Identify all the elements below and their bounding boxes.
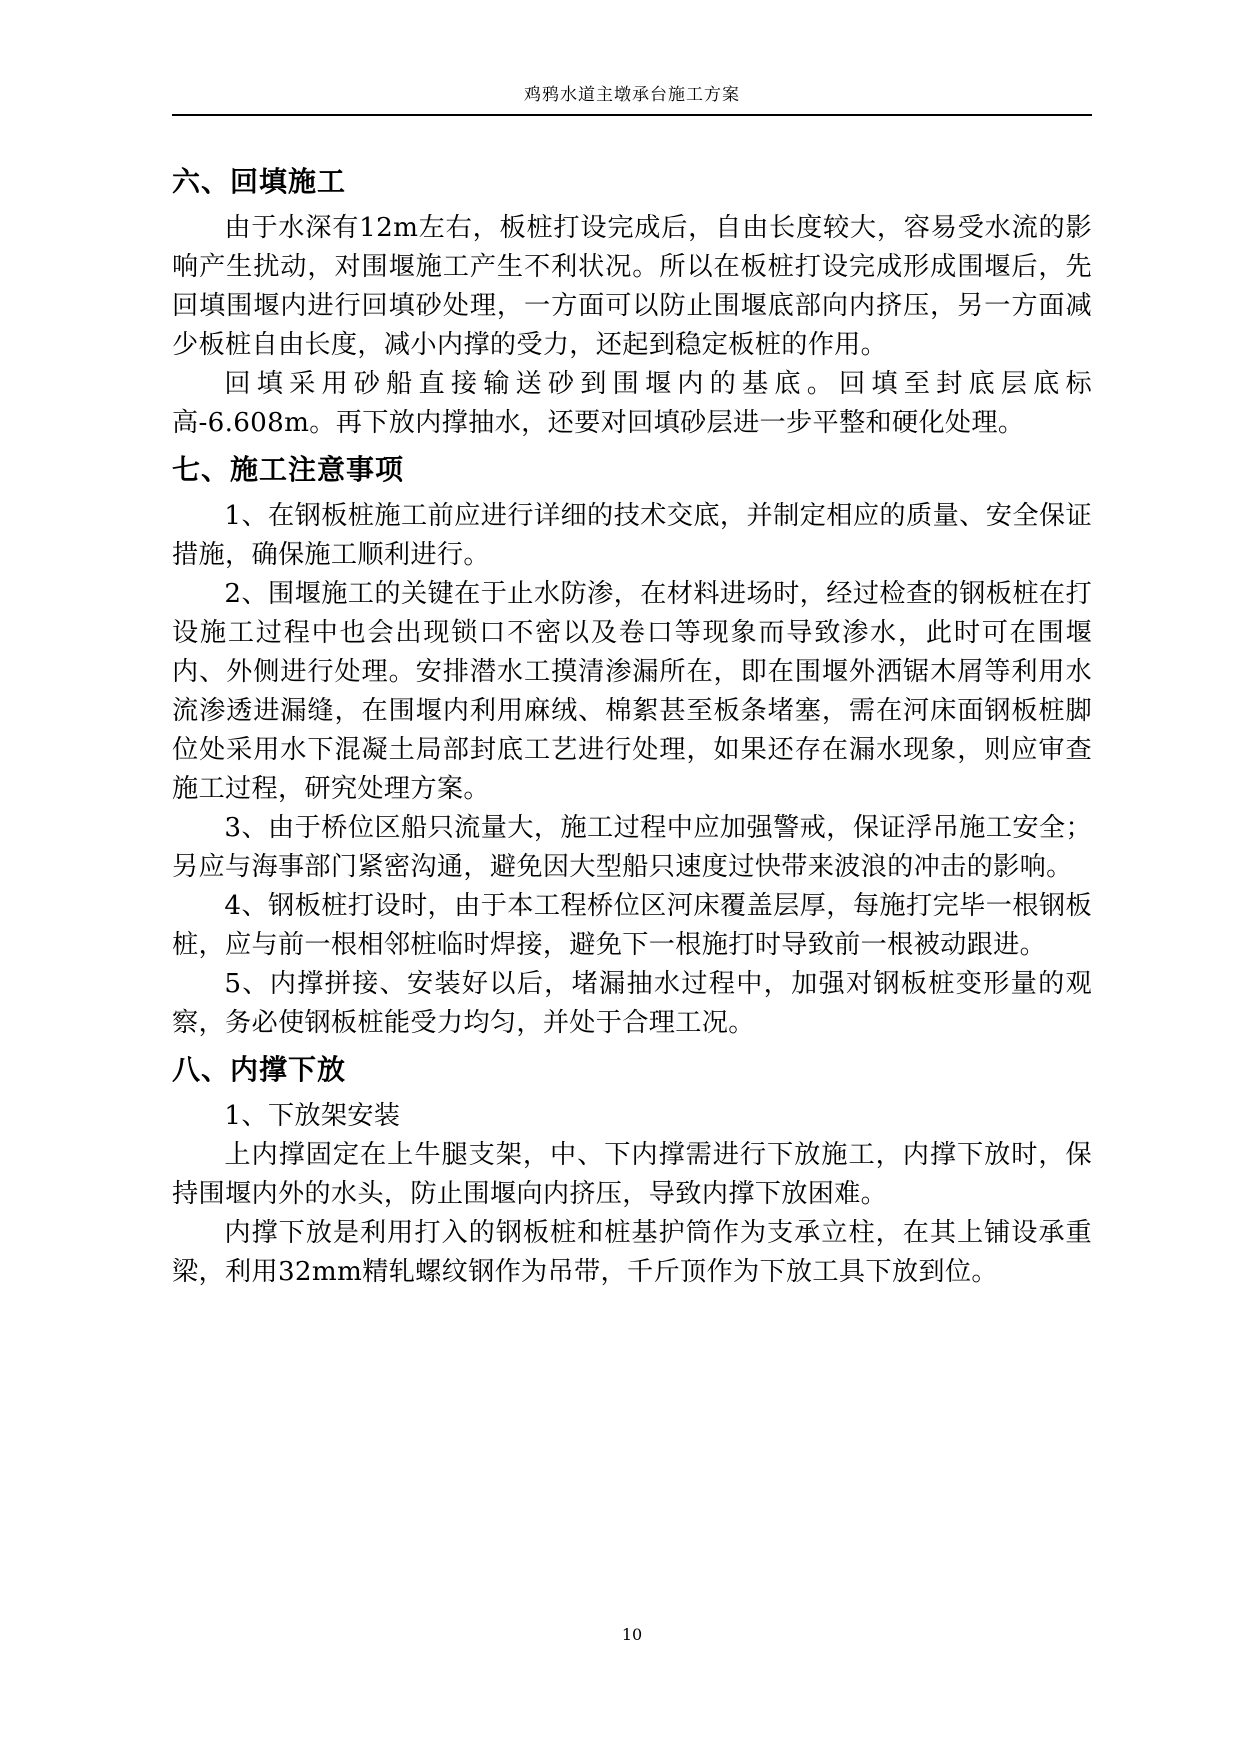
header-divider [172, 114, 1092, 116]
section-7-item-4: 4、钢板桩打设时，由于本工程桥位区河床覆盖层厚，每施打完毕一根钢板桩，应与前一根相邻桩临时焊接，避免下一根施打时导致前一根被动跟进。 [172, 891, 1092, 960]
section-7-item-5: 5、内撑拼接、安装好以后，堵漏抽水过程中，加强对钢板桩变形量的观察，务必使钢板桩能受力均匀，并处于合理工况。 [172, 969, 1092, 1038]
section-7-heading: 七、施工注意事项 [172, 453, 405, 486]
document-body [172, 155, 1092, 1292]
section-6-paragraph-2: 回填采用砂船直接输送砂到围堰内的基底。回填至封底层底标高-6.608m。再下放内撑抽水，还要对回填砂层进一步平整和硬化处理。 [172, 369, 1092, 438]
section-8-heading: 八、内撑下放 [172, 1053, 347, 1086]
page-number: 10 [621, 1625, 643, 1644]
section-7-item-2: 2、围堰施工的关键在于止水防渗，在材料进场时，经过检查的钢板桩在打设施工过程中也会出现锁口不密以及卷口等现象而导致渗水，此时可在围堰内、外侧进行处理。安排潜水工摸清渗漏所在，即在围堰外洒锯木屑等利用水流渗透进漏缝，在围堰内利用麻绒、棉絮甚至板条堵塞，需在河床面钢板桩脚位处采用水下混凝土局部封底工艺进行处理，如果还存在漏水现象，则应审查施工过程，研究处理方案。 [172, 579, 1092, 804]
section-8-subheading-1: 1、下放架安装 [224, 1101, 401, 1131]
section-8-paragraph-1: 上内撑固定在上牛腿支架，中、下内撑需进行下放施工，内撑下放时，保持围堰内外的水头，防止围堰向内挤压，导致内撑下放困难。 [172, 1140, 1092, 1209]
page-header-title: 鸡鸦水道主墩承台施工方案 [524, 85, 740, 105]
section-8-paragraph-2: 内撑下放是利用打入的钢板桩和桩基护筒作为支承立柱，在其上铺设承重梁，利用32mm精轧螺纹钢作为吊带，千斤顶作为下放工具下放到位。 [172, 1218, 1092, 1287]
section-7-item-1: 1、在钢板桩施工前应进行详细的技术交底，并制定相应的质量、安全保证措施，确保施工顺利进行。 [172, 501, 1092, 570]
section-6-paragraph-1: 由于水深有12m左右，板桩打设完成后，自由长度较大，容易受水流的影响产生扰动，对围堰施工产生不利状况。所以在板桩打设完成形成围堰后，先回填围堰内进行回填砂处理，一方面可以防止围堰底部向内挤压，另一方面减少板桩自由长度，减小内撑的受力，还起到稳定板桩的作用。 [172, 213, 1092, 360]
section-7-item-3: 3、由于桥位区船只流量大，施工过程中应加强警戒，保证浮吊施工安全；另应与海事部门紧密沟通，避免因大型船只速度过快带来波浪的冲击的影响。 [172, 813, 1092, 882]
section-6-heading: 六、回填施工 [172, 165, 347, 198]
